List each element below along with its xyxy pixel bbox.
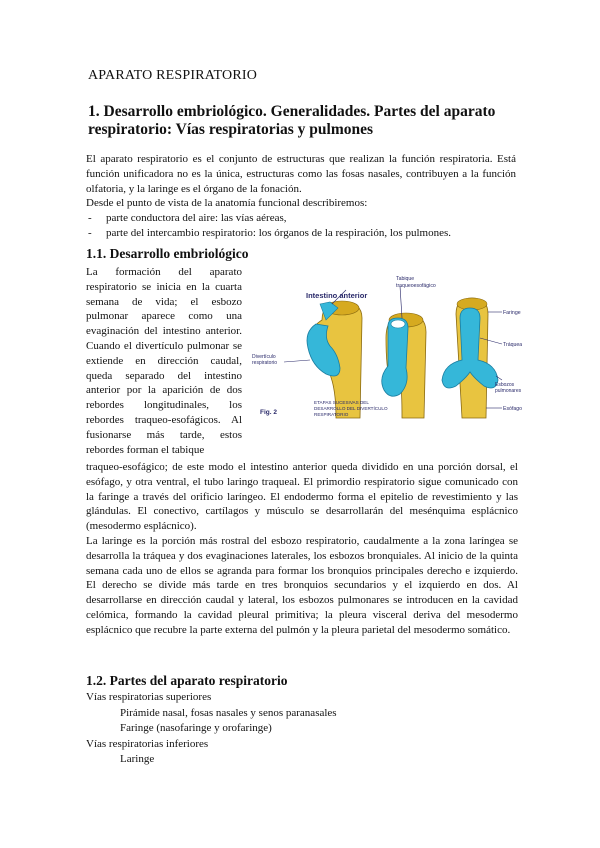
list-item: Laringe <box>120 753 155 765</box>
caption-line1: ETAPAS SUCESIVAS DEL <box>314 400 369 405</box>
label-intestino-anterior: Intestino anterior <box>306 291 368 300</box>
embryology-figure <box>250 268 522 430</box>
list-item: Pirámide nasal, fosas nasales y senos paranasales <box>120 706 337 719</box>
paragraph-larynx: La laringe es la porción más rostral del esbozo respiratorio, caudalmente a la zona laríngea se desarrolla la tráquea y dos evaginaciones laterales, los esbozos bronquiales. Al inicio de la quinta semana cada uno de ellos se agranda para formar los bronquios principales derecho e izquierdo. El derecho se divide más tarde en tres bronquios secundarios y el izquierdo en dos. Al desarrollarse en dirección caudal y lateral, los esbozos pulmonares se introducen en la cavidad celómica, formando la cavidad pleural primitiva; la pleura visceral deriva del mesodermo esplácnico que recubre la parte externa del pulmón y la pleura parietal del mesodermo somático. <box>86 534 518 636</box>
subsection-1-2-heading: 1.2. Partes del aparato respiratorio <box>86 673 288 688</box>
upper-airways-label: Vías respiratorias superiores <box>86 691 212 703</box>
label-esbozos-line2: pulmonares <box>495 388 522 394</box>
section-1-heading: 1. Desarrollo embriológico. Generalidades. Partes del aparato respiratorio: Vías respiratorias y pulmones <box>88 103 496 138</box>
stage-3-drawing <box>442 298 502 418</box>
label-tabique-line2: traqueoesofágico <box>396 283 436 289</box>
list-item <box>86 226 516 241</box>
label-tabique-line1: Tabique <box>396 276 415 282</box>
subsection-1-1-heading: 1.1. Desarrollo embriológico <box>86 246 249 261</box>
intro-paragraph: El aparato respiratorio es el conjunto de estructuras que realizan la función respiratoria. Está función unificadora no es la única, estructuras como las fosas nasales, contribuyen a la función olfatoria, y la laringe es el órgano de la fonación. <box>86 153 516 195</box>
list-dash: - <box>88 211 92 224</box>
respiratory-parts-list <box>86 690 516 768</box>
stage-1-drawing <box>284 290 362 418</box>
label-diverticulo <box>252 354 277 366</box>
label-esofago: Esófago <box>503 406 522 412</box>
list-item-text: parte del intercambio respiratorio: los órganos de la respiración, los pulmones. <box>106 226 451 239</box>
caption-line2: DESARROLLO DEL DIVERTÍCULO <box>314 406 388 411</box>
stage-2-drawing <box>382 286 426 418</box>
label-tabique <box>396 276 436 289</box>
label-faringe: Faringe <box>503 310 521 316</box>
intro-line: Desde el punto de vista de la anatomía funcional describiremos: <box>86 197 368 209</box>
intro-list-block <box>86 196 516 240</box>
list-item <box>86 211 516 226</box>
respiratory-diverticulum-illustration <box>250 268 522 430</box>
list-item: Faringe (nasofaringe y orofaringe) <box>120 722 272 734</box>
label-diverticulo-line1: Divertículo <box>252 354 276 360</box>
label-traquea: Tráquea <box>503 342 522 348</box>
embryology-paragraph-full <box>86 460 518 638</box>
label-esbozos-pulmonares <box>495 382 522 394</box>
label-diverticulo-line2: respiratorio <box>252 360 278 366</box>
lower-airways-label: Vías respiratorias inferiores <box>86 737 209 750</box>
figure-number: Fig. 2 <box>260 409 277 416</box>
caption-line3: RESPIRATORIO <box>314 412 349 417</box>
document-title: APARATO RESPIRATORIO <box>88 68 258 83</box>
list-dash: - <box>88 226 92 239</box>
list-item-text: parte conductora del aire: las vías aéreas, <box>106 211 287 224</box>
paragraph-continuation: traqueo-esofágico; de este modo el intestino anterior queda dividido en una porción dorsal, el esófago, y otra ventral, el tubo laringo traqueal. El primordio respiratorio sigue comunicado con la faringe a través del orificio laríngeo. El endodermo forma el epitelio de revestimiento y las glándulas. El conectivo, cartílagos y músculo se desarrollarán del mesénquima esplácnico (mesodermo esplácnico). <box>86 461 518 533</box>
embryology-paragraph-column: La formación del aparato respiratorio se inicia en la cuarta semana de vida; el esbozo pulmonar aparece como una evaginación del intestino anterior. Cuando el divertículo pulmonar se extiende en dirección caudal, queda separado del intestino anterior por la aparición de dos rebordes longitudinales, los rebordes traqueo-esofágicos. Al fusionarse más tarde, estos rebordes forman el tabique <box>86 266 242 456</box>
label-esbozos-line1: Esbozos <box>495 382 515 388</box>
